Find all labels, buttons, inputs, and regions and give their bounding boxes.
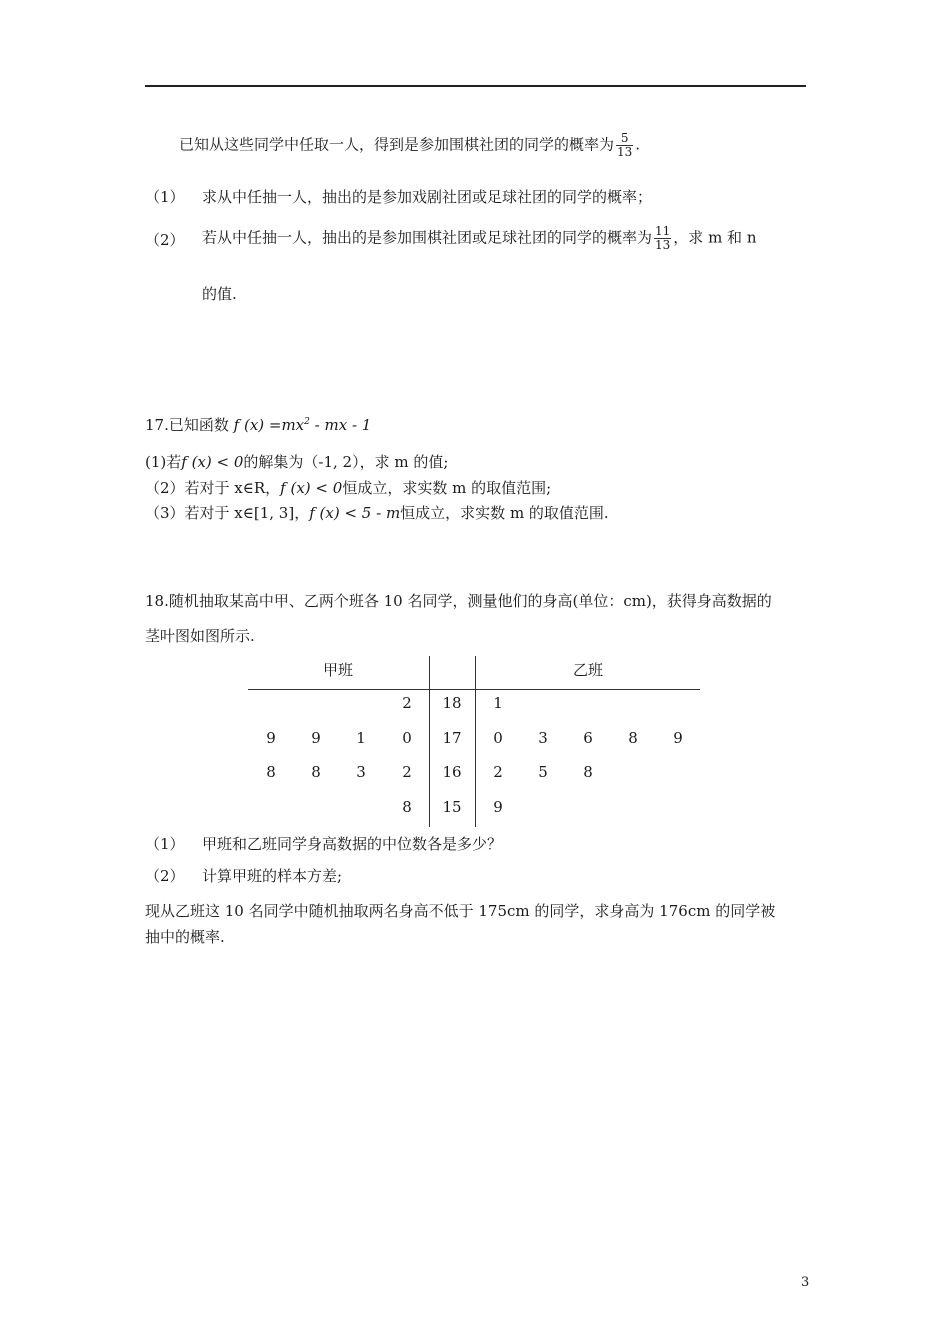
intro-tail: .	[635, 135, 641, 154]
stem-leaf-header-rule	[248, 689, 700, 690]
intro-frac-num: 5	[616, 132, 633, 146]
q17-title	[145, 414, 371, 435]
left-leaf: 9	[266, 729, 276, 747]
q18-part1-num: （1）	[145, 835, 185, 853]
right-leaf: 1	[493, 694, 503, 712]
q17-func-sup: 2	[304, 417, 310, 427]
q18-part2-num: （2）	[145, 867, 185, 885]
q18-part3-line1: 现从乙班这 10 名同学中随机抽取两名身高不低于 175cm 的同学，求身高为 176cm 的同学被	[145, 902, 776, 920]
q16-part2-line	[202, 225, 757, 252]
left-leaf: 8	[311, 763, 321, 781]
left-leaf: 2	[402, 694, 412, 712]
q17-part3-b: 恒成立，求实数 m 的取值范围.	[400, 504, 609, 522]
intro-text: 已知从这些同学中任取一人，得到是参加围棋社团的同学的概率为	[179, 135, 615, 154]
q16-part2-num: （2）	[145, 231, 185, 249]
right-leaf: 3	[538, 729, 548, 747]
right-leaf: 6	[583, 729, 593, 747]
q17-part2-a: （2）若对于 x∈R，	[145, 479, 281, 497]
right-leaf: 8	[628, 729, 638, 747]
stem-value: 16	[442, 763, 462, 781]
q18-line2: 茎叶图如图所示.	[145, 627, 255, 645]
q16-part2-continuation: 的值.	[202, 285, 237, 303]
intro-frac-den: 13	[617, 145, 633, 159]
q16-part2-fraction	[654, 225, 671, 252]
left-leaf: 0	[402, 729, 412, 747]
q17-part2	[145, 477, 551, 498]
left-leaf: 2	[402, 763, 412, 781]
q18-part2-text: 计算甲班的样本方差;	[202, 867, 343, 885]
q16-part1-text: 求从中任抽一人，抽出的是参加戏剧社团或足球社团的同学的概率；	[202, 188, 653, 206]
q17-title-prefix: 17.已知函数	[145, 416, 229, 434]
q17-func-main: f (x) =mx	[233, 416, 305, 434]
stem-value: 15	[442, 798, 462, 816]
q16-frac-den: 13	[655, 238, 671, 252]
right-leaf: 0	[493, 729, 503, 747]
right-leaf: 5	[538, 763, 548, 781]
q18-part1-text: 甲班和乙班同学身高数据的中位数各是多少？	[202, 835, 503, 853]
q17-function	[234, 416, 372, 434]
right-leaf: 8	[583, 763, 593, 781]
stem-leaf-left-header: 甲班	[323, 661, 354, 679]
stem-leaf-left-divider	[429, 656, 430, 827]
header-rule	[145, 85, 806, 87]
left-leaf: 8	[266, 763, 276, 781]
q17-part3-formula: f (x) < 5 - m	[309, 504, 401, 522]
right-leaf: 9	[493, 798, 503, 816]
q16-part1-num: （1）	[145, 188, 185, 206]
left-leaf: 1	[356, 729, 366, 747]
left-leaf: 9	[311, 729, 321, 747]
right-leaf: 2	[493, 763, 503, 781]
stem-value: 18	[442, 694, 462, 712]
left-leaf: 3	[356, 763, 366, 781]
q17-part2-formula: f (x) < 0	[280, 479, 343, 497]
page-number: 3	[801, 1275, 810, 1290]
q17-part1-formula: f (x) < 0	[181, 453, 244, 471]
q16-part2-text: 若从中任抽一人，抽出的是参加围棋社团或足球社团的同学的概率为	[202, 228, 653, 247]
q18-line1: 18.随机抽取某高中甲、乙两个班各 10 名同学，测量他们的身高(单位：cm)，获得身高数据的	[145, 592, 772, 610]
stem-leaf-right-divider	[475, 656, 476, 827]
intro-line	[179, 132, 640, 159]
left-leaf: 8	[402, 798, 412, 816]
q17-func-tail: - mx - 1	[309, 416, 372, 434]
q17-part2-b: 恒成立，求实数 m 的取值范围;	[342, 479, 552, 497]
q17-part1-a: (1)若	[145, 453, 182, 471]
q17-part3-a: （3）若对于 x∈[1, 3]，	[145, 504, 310, 522]
intro-fraction	[616, 132, 633, 159]
stem-leaf-right-header: 乙班	[573, 661, 604, 679]
q17-part3	[145, 502, 609, 523]
q16-part2-tail: ，求 m 和 n	[673, 228, 757, 247]
stem-value: 17	[442, 729, 462, 747]
q18-part3-line2: 抽中的概率.	[145, 928, 225, 946]
right-leaf: 9	[673, 729, 683, 747]
q17-part1	[145, 451, 448, 472]
q17-part1-b: 的解集为（-1, 2），求 m 的值;	[243, 453, 449, 471]
q16-frac-num: 11	[655, 224, 671, 238]
